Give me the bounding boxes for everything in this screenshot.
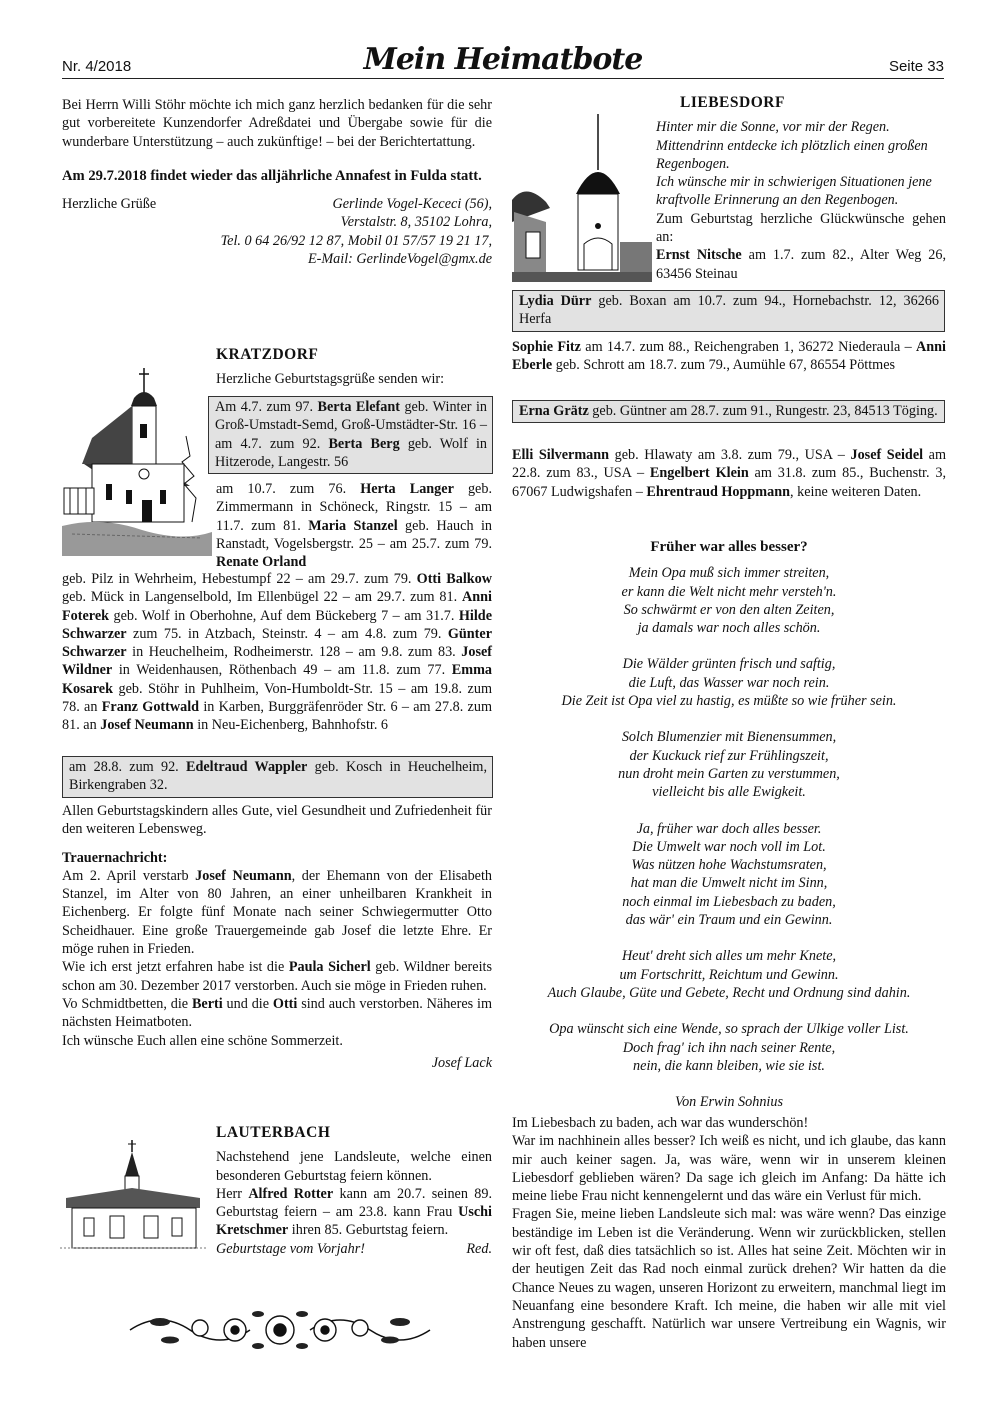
- liebesdorf-highlight-box-2: Erna Grätz geb. Güntner am 28.7. zum 91., Rungestr. 23, 84513 Töging.: [512, 400, 945, 423]
- floral-ornament: [120, 1300, 440, 1360]
- signature-email: E-Mail: GerlindeVogel@gmx.de: [307, 251, 492, 268]
- poem-stanza: Opa wünscht sich eine Wende, so sprach der Ulkige voller List. Doch frag' ich ihn nach seiner Rente, nein, die kann bleiben, wie sie ist.: [549, 1021, 909, 1074]
- person-berta-berg: Berta Berg: [328, 435, 400, 452]
- greeting: Herzliche Grüße: [62, 196, 157, 213]
- signature-row: [62, 195, 492, 213]
- lauterbach-chapel-illustration: [60, 1138, 208, 1256]
- poem: [508, 538, 950, 1111]
- liebesdorf-highlight-box-1: Lydia Dürr geb. Boxan am 10.7. zum 94., Hornebachstr. 12, 36266 Herfa: [512, 290, 945, 332]
- lauterbach-section: LAUTERBACH Nachstehend jene Landsleute, welche einen besonderen Geburtstag feiern können. Herr Alfred Rotter kann am 20.7. seinen 89. Geburtstag feiern – am 23.8. kann Frau Uschi Kretschmer ihren 85. Geburtstag feiern. Geburtstage vom Vorjahr! Red.: [216, 1124, 492, 1257]
- page-number: Seite 33: [888, 58, 944, 75]
- kratzdorf-header: [216, 346, 492, 389]
- kratzdorf-intro: Herzliche Geburtstagsgrüße senden wir:: [216, 371, 445, 388]
- trauer-paragraph-2: Wie ich erst jetzt erfahren habe ist die Paula Sicherl geb. Wildner bereits schon am 30. Dezember 2017 verstorben. Auch sie möge in Frieden ruhen.: [62, 959, 492, 994]
- left-column-bottom: [62, 802, 492, 1072]
- liebesdorf-title: LIEBESDORF: [680, 94, 785, 111]
- wishes-paragraph: Allen Geburtstagskindern alles Gute, viel Gesundheit und Zufriedenheit für den weiteren Lebensweg.: [62, 803, 492, 838]
- signature-phone: Tel. 0 64 26/92 12 87, Mobil 01 57/57 19 21 17,: [220, 232, 492, 249]
- poem-title: Früher war alles besser?: [650, 539, 808, 555]
- poem-stanza: Solch Blumenzier mit Bienensummen, der Kuckuck rief zur Frühlingszeit, nun droht mein Garten zu verstummen, vielleicht bis alle Ewigkeit.: [618, 729, 840, 801]
- masthead-logo: Mein Heimatbote: [363, 42, 643, 77]
- signature-address: Verstalstr. 8, 35102 Lohra,: [340, 214, 492, 231]
- trauer-paragraph-3: Vo Schmidtbetten, die Berti und die Otti sind auch verstorben. Näheres im nächsten Heimatboten.: [62, 995, 492, 1031]
- annafest-notice: Am 29.7.2018 findet wieder das alljährliche Annafest in Fulda statt.: [62, 167, 482, 184]
- kratzdorf-list-narrow: am 10.7. zum 76. Herta Langer geb. Zimmermann in Schöneck, Ringstr. 15 – am 11.7. zum 81. Maria Stanzel geb. Hauch in Ranstadt, Vogelsbergstr. 25 – am 25.7. zum 79. Renate Orland: [216, 481, 492, 571]
- thanks-paragraph: Bei Herrn Willi Stöhr möchte ich mich ganz herzlich bedanken für die sehr gut vorbereitete Kunzendorfer Adreßdatei und Übergabe sowie für die wunderbare Unterstützung – auch zukünftige! – bei der Berichtertattung.: [62, 97, 492, 150]
- signature-name: Gerlinde Vogel-Kececi (56),: [332, 196, 492, 213]
- kratzdorf-church-illustration: [62, 366, 212, 556]
- liebesdorf-section: LIEBESDORF Hinter mir die Sonne, vor mir der Regen. Mittendrinn entdecke ich plötzlich einen großen Regenbogen. Ich wünsche mir in schwierigen Situationen jene kraftvolle Erinnerung an den Regenbogen. Zum Geburtstag herzliche Glückwünsche gehen an: Ernst Nitsche am 1.7. zum 82., Alter Weg 26, 63456 Steinau: [656, 94, 946, 282]
- person-berta-elefant: Berta Elefant: [317, 399, 400, 415]
- summer-wishes: Ich wünsche Euch allen eine schöne Sommerzeit.: [62, 1032, 343, 1049]
- lauterbach-footer: Geburtstage vom Vorjahr! Red.: [216, 1240, 492, 1257]
- left-column-top: [62, 96, 492, 268]
- poem-stanza: Die Wälder grünten frisch und saftig, die Luft, das Wasser war noch rein. Die Zeit ist Opa viel zu hastig, es müßte so wie früher sein.: [561, 656, 897, 710]
- poem-stanza: Mein Opa muß sich immer streiten, er kann die Welt nicht mehr versteh'n. So schwärmt er von den alten Zeiten, ja damals war noch alles schön.: [621, 565, 837, 637]
- poem-stanza: Heut' dreht sich alles um mehr Knete, um Fortschritt, Reichtum und Gewinn. Auch Glaube, Güte und Gebete, Recht und Ordnung sind dahin.: [547, 948, 911, 1001]
- poem-stanza: Ja, früher war doch alles besser. Die Umwelt war noch voll im Lot. Was nützen hohe Wachstumsraten, hat man die Umwelt nicht im Sinn, noch einmal im Liebesbach zu baden, das wär' ein Traum und ein Gewinn.: [622, 820, 836, 929]
- page-header: [62, 42, 944, 79]
- trauer-title: Trauernachricht:: [62, 849, 168, 866]
- lauterbach-title: LAUTERBACH: [216, 1124, 331, 1141]
- kratzdorf-title: KRATZDORF: [216, 346, 319, 363]
- issue-number: Nr. 4/2018: [62, 58, 132, 75]
- trauer-paragraph-1: Am 2. April verstarb Josef Neumann, der Ehemann von der Elisabeth Stanzel, im Alter von 80 Jahren, an einer unheilbaren Krankheit in Eichenberg. Er folgte fünf Monate nach seiner Schwiegermutter Otto Scheidhauer. Eine große Trauergemeinde gab Josef die letzte Ehre. Er möge ruhen in Frieden.: [62, 867, 493, 958]
- poem-author: Von Erwin Sohnius: [675, 1094, 783, 1111]
- kratzdorf-highlight-box-2: am 28.8. zum 92. Edeltraud Wappler geb. Kosch in Heuchelheim, Birkengraben 32.: [62, 756, 493, 798]
- liebesdorf-list-2: Elli Silvermann geb. Hlawaty am 3.8. zum 79., USA – Josef Seidel am 22.8. zum 83., USA – Engelbert Klein am 31.8. zum 85., Buchenstr. 3, 67067 Ludwigshafen – Ehrentraud Hoppmann, keine weiteren Daten.: [512, 447, 947, 500]
- liebesbach-essay: Im Liebesbach zu baden, ach war das wunderschön! War im nachhinein alles besser? Ich weiß es nicht, und ich glaube, das kann mir auch keiner sagen. Ja, was wäre, wenn wir in unserem kleinen Liebesdorf geblieben wären? Da sage ich gleich im Anfang: Da hätte ich meine liebe Frau nicht kennengelernt und das wäre ein Verlust für mich. Fragen Sie, meine lieben Landsleute sich mal: was wäre wenn? Das einzige beständige im Leben ist die Veränderung. Wenn wir zurückblicken, stellen wir oft fest, daß dies tatsächlich so ist. Alles hat seine Zeit. Möchten wir in der heutigen Zeit das Rad noch einmal zurück drehen? Wir hatten da die Chance Neues zu wagen, unseren Horizont zu erweitern, manchmal liegt im Neuanfang eine besondere Kraft. Ich meine, die haben wir alle mit viel Anstrengung geschafft. Natürlich war unsere Vertreibung ein Wagnis, wir haben unsere: [512, 1115, 946, 1351]
- kratzdorf-list-wide: geb. Pilz in Wehrheim, Hebestumpf 22 – am 29.7. zum 79. Otti Balkow geb. Mück in Langenselbold, Im Ellenbügel 22 – am 29.7. zum 81. Anni Foterek geb. Wolf in Oberhohne, Auf dem Bückeberg 7 – am 31.7. Hilde Schwarzer zum 75. in Atzbach, Steinstr. 4 – am 4.8. zum 79. Günter Schwarzer in Heuchelheim, Rodheimerstr. 128 – am 9.8. zum 83. Josef Wildner in Weidenhausen, Röthenbach 49 – am 11.8. zum 77. Emma Kosarek geb. Stöhr in Puhlheim, Von-Humboldt-Str. 15 – am 19.8. zum 78. an Franz Gottwald in Karben, Burggräfenröder Str. 6 – am 27.8. zum 81. an Josef Neumann in Neu-Eichenberg, Bahnhofstr. 6: [62, 571, 492, 734]
- kratzdorf-highlight-box-1: Am 4.7. zum 97. Berta Elefant geb. Winter in Groß-Umstadt-Semd, Groß-Umstädter-Str. 16 – am 4.7. zum 92. Berta Berg geb. Wolf in Hitzerode, Langestr. 56: [208, 396, 493, 474]
- liebesdorf-church-illustration: [512, 112, 652, 282]
- author-signature: Josef Lack: [431, 1054, 492, 1071]
- liebesdorf-list-1: Sophie Fitz am 14.7. zum 88., Reichengraben 1, 36272 Niederaula – Anni Eberle geb. Schrott am 18.7. zum 79., Aumühle 67, 86554 Pöttmes: [512, 339, 946, 374]
